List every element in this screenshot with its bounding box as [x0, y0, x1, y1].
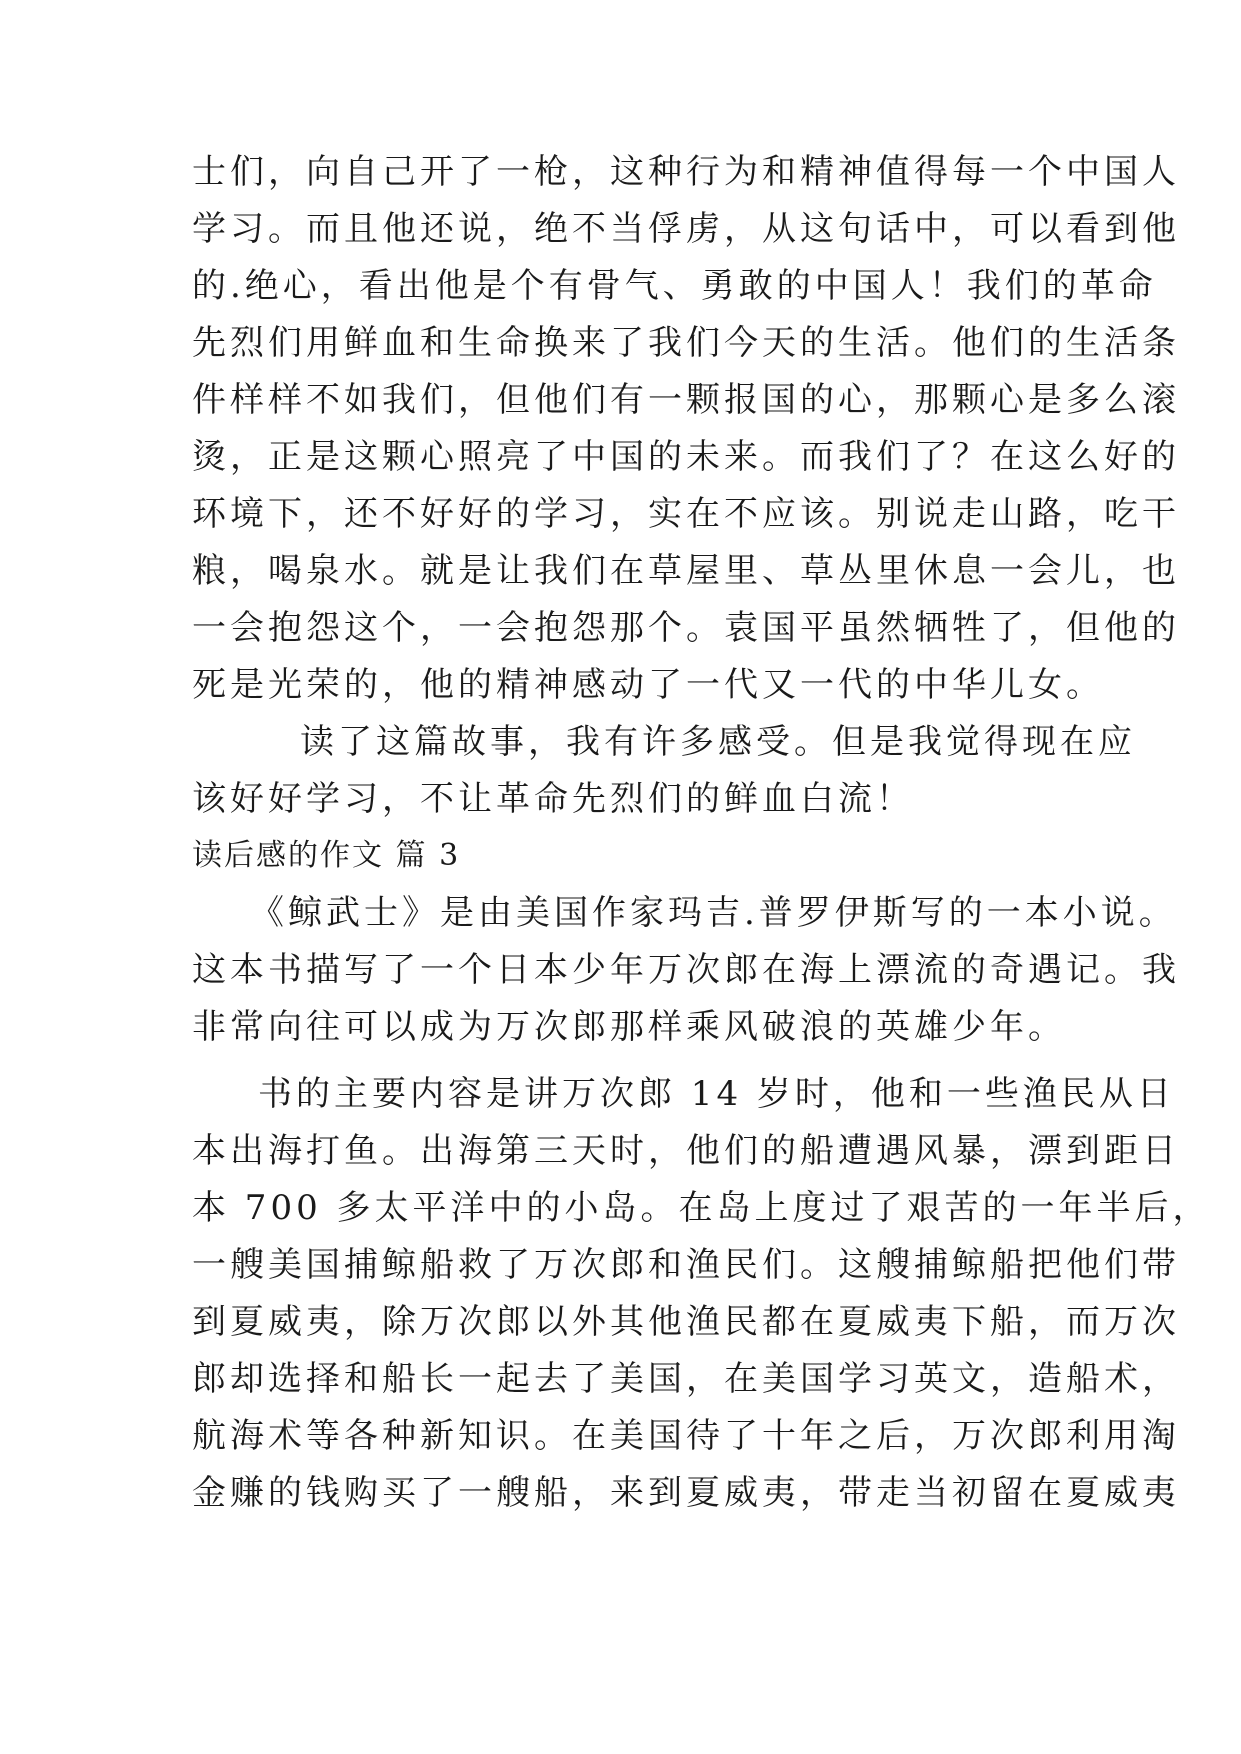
- text-line: 一会抱怨这个，一会抱怨那个。袁国平虽然牺牲了，但他的: [192, 608, 1180, 648]
- text-line: 本 700 多太平洋中的小岛。在岛上度过了艰苦的一年半后，: [192, 1188, 1211, 1228]
- text-line: 非常向往可以成为万次郎那样乘风破浪的英雄少年。: [192, 1007, 1066, 1047]
- text-line: 这本书描写了一个日本少年万次郎在海上漂流的奇遇记。我: [192, 950, 1180, 990]
- section-heading: 读后感的作文 篇 3: [192, 838, 461, 873]
- text-line: 死是光荣的，他的精神感动了一代又一代的中华儿女。: [192, 665, 1104, 705]
- text-line: 该好好学习，不让革命先烈们的鲜血白流！: [192, 779, 914, 819]
- text-line: 学习。而且他还说，绝不当俘虏，从这句话中，可以看到他: [192, 209, 1180, 249]
- text-line: 航海术等各种新知识。在美国待了十年之后，万次郎利用淘: [192, 1416, 1180, 1456]
- text-line: 一艘美国捕鲸船救了万次郎和渔民们。这艘捕鲸船把他们带: [192, 1245, 1180, 1285]
- text-line: 书的主要内容是讲万次郎 14 岁时，他和一些渔民从日: [258, 1074, 1175, 1114]
- text-line: 士们，向自己开了一枪，这种行为和精神值得每一个中国人: [192, 152, 1180, 192]
- text-line: 郎却选择和船长一起去了美国，在美国学习英文，造船术，: [192, 1359, 1180, 1399]
- text-line: 本出海打鱼。出海第三天时，他们的船遭遇风暴，漂到距日: [192, 1131, 1180, 1171]
- text-line: 件样样不如我们，但他们有一颗报国的心，那颗心是多么滚: [192, 380, 1180, 420]
- text-line: 到夏威夷，除万次郎以外其他渔民都在夏威夷下船，而万次: [192, 1302, 1180, 1342]
- text-line: 的.绝心，看出他是个有骨气、勇敢的中国人！我们的革命: [192, 266, 1157, 306]
- text-line: 粮，喝泉水。就是让我们在草屋里、草丛里休息一会儿，也: [192, 551, 1180, 591]
- text-line: 烫，正是这颗心照亮了中国的未来。而我们了？在这么好的: [192, 437, 1180, 477]
- text-line: 金赚的钱购买了一艘船，来到夏威夷，带走当初留在夏威夷: [192, 1473, 1180, 1513]
- text-line: 环境下，还不好好的学习，实在不应该。别说走山路，吃干: [192, 494, 1180, 534]
- text-line: 《鲸武士》是由美国作家玛吉.普罗伊斯写的一本小说。: [250, 893, 1177, 933]
- text-line: 先烈们用鲜血和生命换来了我们今天的生活。他们的生活条: [192, 323, 1180, 363]
- text-line: 读了这篇故事，我有许多感受。但是我觉得现在应: [300, 722, 1136, 762]
